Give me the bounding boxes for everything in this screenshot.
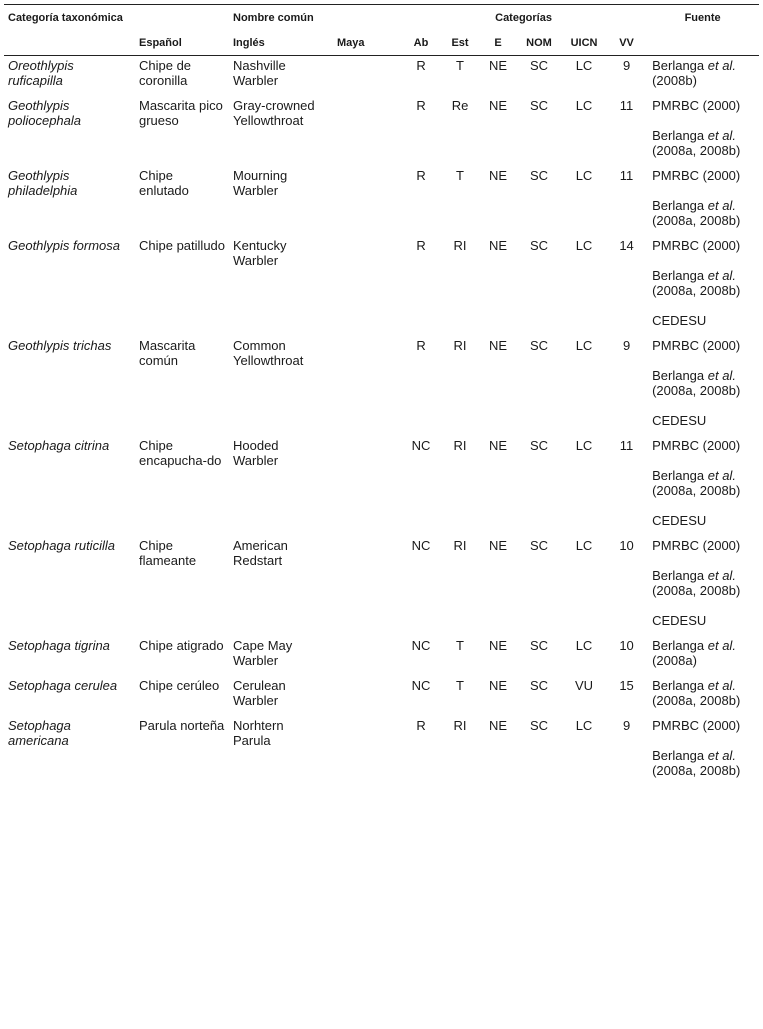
header-nom: NOM xyxy=(517,31,561,56)
source-entry xyxy=(652,198,755,228)
source-entry xyxy=(652,128,755,158)
source-text: PMRBC (2000) xyxy=(652,98,741,113)
table-row xyxy=(4,676,759,716)
source-text: PMRBC (2000) xyxy=(652,168,741,183)
table-row xyxy=(4,336,759,436)
nom-cell: SC xyxy=(529,58,549,73)
maya-name-cell xyxy=(323,636,401,676)
nom-cell: SC xyxy=(529,718,549,733)
table-row xyxy=(4,436,759,536)
header-blank-source xyxy=(646,31,759,56)
maya-name-cell xyxy=(323,536,401,636)
source-entry xyxy=(652,313,755,328)
vv-cell: 10 xyxy=(619,638,634,653)
ab-cell: NC xyxy=(411,438,431,453)
ab-cell: R xyxy=(416,718,426,733)
source-italic-text: et al. xyxy=(707,748,736,763)
table-row xyxy=(4,96,759,166)
nom-cell: SC xyxy=(529,538,549,553)
est-cell: RI xyxy=(453,338,467,353)
source-text: CEDESU xyxy=(652,313,707,328)
ab-cell: R xyxy=(416,238,426,253)
source-entry xyxy=(652,58,755,88)
source-text: CEDESU xyxy=(652,513,707,528)
header-row-top xyxy=(4,5,759,32)
est-cell: RI xyxy=(453,538,467,553)
source-text: Berlanga xyxy=(652,128,708,143)
table-row xyxy=(4,236,759,336)
species-cell: Geothlypis trichas xyxy=(8,338,112,353)
species-cell: Setophaga cerulea xyxy=(8,678,118,693)
source-text: CEDESU xyxy=(652,613,707,628)
est-cell: T xyxy=(456,58,464,73)
e-cell: NE xyxy=(488,638,508,653)
table-row xyxy=(4,56,759,97)
maya-name-cell xyxy=(323,236,401,336)
uicn-cell: LC xyxy=(575,338,593,353)
spanish-name-cell: Mascarita común xyxy=(139,338,196,368)
table-body xyxy=(4,56,759,787)
ab-cell: R xyxy=(416,168,426,183)
english-name-cell: Common Yellowthroat xyxy=(233,338,304,368)
english-name-cell: Cerulean Warbler xyxy=(233,678,286,708)
maya-name-cell xyxy=(323,336,401,436)
maya-name-cell xyxy=(323,166,401,236)
source-text: Berlanga xyxy=(652,568,708,583)
source-entry xyxy=(652,718,755,733)
header-source: Fuente xyxy=(646,5,759,32)
e-cell: NE xyxy=(488,538,508,553)
source-entry xyxy=(652,638,755,668)
vv-cell: 11 xyxy=(619,98,634,113)
vv-cell: 10 xyxy=(619,538,634,553)
source-year-text: (2008a, 2008b) xyxy=(652,283,741,298)
spanish-name-cell: Chipe cerúleo xyxy=(139,678,220,693)
nom-cell: SC xyxy=(529,168,549,183)
e-cell: NE xyxy=(488,238,508,253)
source-entry xyxy=(652,678,755,708)
source-entry xyxy=(652,238,755,253)
source-italic-text: et al. xyxy=(707,568,736,583)
uicn-cell: LC xyxy=(575,538,593,553)
spanish-name-cell: Chipe patilludo xyxy=(139,238,226,253)
species-cell: Setophaga americana xyxy=(8,718,71,748)
source-year-text: (2008a, 2008b) xyxy=(652,583,741,598)
e-cell: NE xyxy=(488,438,508,453)
vv-cell: 14 xyxy=(619,238,634,253)
header-categories: Categorías xyxy=(401,5,646,32)
source-text: CEDESU xyxy=(652,413,707,428)
est-cell: RI xyxy=(453,438,467,453)
ab-cell: R xyxy=(416,98,426,113)
source-entry xyxy=(652,438,755,453)
english-name-cell: Nashville Warbler xyxy=(233,58,286,88)
header-est: Est xyxy=(441,31,479,56)
vv-cell: 9 xyxy=(622,338,631,353)
source-text: PMRBC (2000) xyxy=(652,238,741,253)
source-entry xyxy=(652,368,755,398)
species-cell: Geothlypis philadelphia xyxy=(8,168,78,198)
maya-name-cell xyxy=(323,436,401,536)
source-italic-text: et al. xyxy=(707,638,736,653)
spanish-name-cell: Chipe atigrado xyxy=(139,638,224,653)
english-name-cell: Cape May Warbler xyxy=(233,638,293,668)
source-text: PMRBC (2000) xyxy=(652,718,741,733)
source-text: Berlanga xyxy=(652,638,708,653)
uicn-cell: LC xyxy=(575,58,593,73)
source-year-text: (2008a) xyxy=(652,653,697,668)
table-row xyxy=(4,536,759,636)
uicn-cell: LC xyxy=(575,98,593,113)
header-vv: VV xyxy=(607,31,646,56)
maya-name-cell xyxy=(323,96,401,166)
table-row xyxy=(4,166,759,236)
source-year-text: (2008a, 2008b) xyxy=(652,483,741,498)
e-cell: NE xyxy=(488,678,508,693)
source-text: Berlanga xyxy=(652,368,708,383)
source-cell xyxy=(646,636,759,676)
source-cell xyxy=(646,716,759,786)
source-cell xyxy=(646,166,759,236)
nom-cell: SC xyxy=(529,638,549,653)
source-italic-text: et al. xyxy=(707,368,736,383)
source-cell xyxy=(646,676,759,716)
source-italic-text: et al. xyxy=(707,58,736,73)
nom-cell: SC xyxy=(529,438,549,453)
table-row xyxy=(4,636,759,676)
header-maya: Maya xyxy=(323,31,401,56)
vv-cell: 11 xyxy=(619,438,634,453)
est-cell: T xyxy=(456,678,464,693)
source-cell xyxy=(646,56,759,97)
source-entry xyxy=(652,98,755,113)
spanish-name-cell: Chipe de coronilla xyxy=(139,58,192,88)
species-cell: Oreothlypis ruficapilla xyxy=(8,58,74,88)
spanish-name-cell: Mascarita pico grueso xyxy=(139,98,223,128)
source-entry xyxy=(652,748,755,778)
source-cell xyxy=(646,236,759,336)
source-entry xyxy=(652,513,755,528)
uicn-cell: LC xyxy=(575,168,593,183)
source-entry xyxy=(652,538,755,553)
source-italic-text: et al. xyxy=(707,468,736,483)
spanish-name-cell: Chipe encapucha-do xyxy=(139,438,222,468)
e-cell: NE xyxy=(488,98,508,113)
uicn-cell: LC xyxy=(575,438,593,453)
header-common-name: Nombre común xyxy=(135,5,401,32)
est-cell: T xyxy=(456,168,464,183)
source-text: Berlanga xyxy=(652,268,708,283)
source-italic-text: et al. xyxy=(707,128,736,143)
header-e: E xyxy=(479,31,517,56)
source-text: PMRBC (2000) xyxy=(652,538,741,553)
ab-cell: R xyxy=(416,58,426,73)
species-cell: Setophaga tigrina xyxy=(8,638,110,653)
species-cell: Geothlypis poliocephala xyxy=(8,98,82,128)
e-cell: NE xyxy=(488,168,508,183)
english-name-cell: Gray-crowned Yellowthroat xyxy=(233,98,315,128)
source-text: Berlanga xyxy=(652,678,708,693)
source-year-text: (2008a, 2008b) xyxy=(652,383,741,398)
uicn-cell: VU xyxy=(574,678,594,693)
source-entry xyxy=(652,613,755,628)
source-entry xyxy=(652,168,755,183)
source-text: PMRBC (2000) xyxy=(652,438,741,453)
nom-cell: SC xyxy=(529,338,549,353)
header-ab: Ab xyxy=(401,31,441,56)
english-name-cell: Norhtern Parula xyxy=(233,718,284,748)
source-italic-text: et al. xyxy=(707,198,736,213)
uicn-cell: LC xyxy=(575,718,593,733)
nom-cell: SC xyxy=(529,678,549,693)
est-cell: RI xyxy=(453,238,467,253)
species-cell: Geothlypis formosa xyxy=(8,238,120,253)
table-row xyxy=(4,716,759,786)
source-text: Berlanga xyxy=(652,748,708,763)
source-year-text: (2008a, 2008b) xyxy=(652,143,741,158)
document-page xyxy=(4,0,759,786)
vv-cell: 9 xyxy=(622,718,631,733)
est-cell: RI xyxy=(453,718,467,733)
species-cell: Setophaga ruticilla xyxy=(8,538,115,553)
table-header xyxy=(4,5,759,56)
source-text: Berlanga xyxy=(652,468,708,483)
header-row-sub xyxy=(4,31,759,56)
source-entry xyxy=(652,468,755,498)
e-cell: NE xyxy=(488,58,508,73)
est-cell: T xyxy=(456,638,464,653)
source-cell xyxy=(646,96,759,166)
source-year-text: (2008a, 2008b) xyxy=(652,693,741,708)
source-entry xyxy=(652,413,755,428)
source-cell xyxy=(646,336,759,436)
ab-cell: R xyxy=(416,338,426,353)
english-name-cell: American Redstart xyxy=(233,538,288,568)
uicn-cell: LC xyxy=(575,638,593,653)
nom-cell: SC xyxy=(529,238,549,253)
source-entry xyxy=(652,268,755,298)
uicn-cell: LC xyxy=(575,238,593,253)
source-year-text: (2008a, 2008b) xyxy=(652,213,741,228)
vv-cell: 11 xyxy=(619,168,634,183)
species-cell: Setophaga citrina xyxy=(8,438,110,453)
source-text: Berlanga xyxy=(652,58,708,73)
english-name-cell: Kentucky Warbler xyxy=(233,238,287,268)
ab-cell: NC xyxy=(411,538,431,553)
source-entry xyxy=(652,338,755,353)
e-cell: NE xyxy=(488,338,508,353)
header-taxonomic-category: Categoría taxonómica xyxy=(4,5,135,32)
spanish-name-cell: Chipe enlutado xyxy=(139,168,189,198)
est-cell: Re xyxy=(451,98,469,113)
source-italic-text: et al. xyxy=(707,268,736,283)
source-cell xyxy=(646,436,759,536)
source-text: PMRBC (2000) xyxy=(652,338,741,353)
header-uicn: UICN xyxy=(561,31,607,56)
e-cell: NE xyxy=(488,718,508,733)
source-year-text: (2008a, 2008b) xyxy=(652,763,741,778)
source-text: Berlanga xyxy=(652,198,708,213)
source-entry xyxy=(652,568,755,598)
header-english: Inglés xyxy=(229,31,323,56)
species-table xyxy=(4,4,759,786)
maya-name-cell xyxy=(323,56,401,97)
vv-cell: 15 xyxy=(619,678,634,693)
ab-cell: NC xyxy=(411,678,431,693)
maya-name-cell xyxy=(323,716,401,786)
maya-name-cell xyxy=(323,676,401,716)
ab-cell: NC xyxy=(411,638,431,653)
english-name-cell: Mourning Warbler xyxy=(233,168,288,198)
spanish-name-cell: Chipe flameante xyxy=(139,538,197,568)
nom-cell: SC xyxy=(529,98,549,113)
english-name-cell: Hooded Warbler xyxy=(233,438,279,468)
source-cell xyxy=(646,536,759,636)
header-blank xyxy=(4,31,135,56)
header-spanish: Español xyxy=(135,31,229,56)
spanish-name-cell: Parula norteña xyxy=(139,718,225,733)
source-year-text: (2008b) xyxy=(652,73,697,88)
source-italic-text: et al. xyxy=(707,678,736,693)
vv-cell: 9 xyxy=(622,58,631,73)
